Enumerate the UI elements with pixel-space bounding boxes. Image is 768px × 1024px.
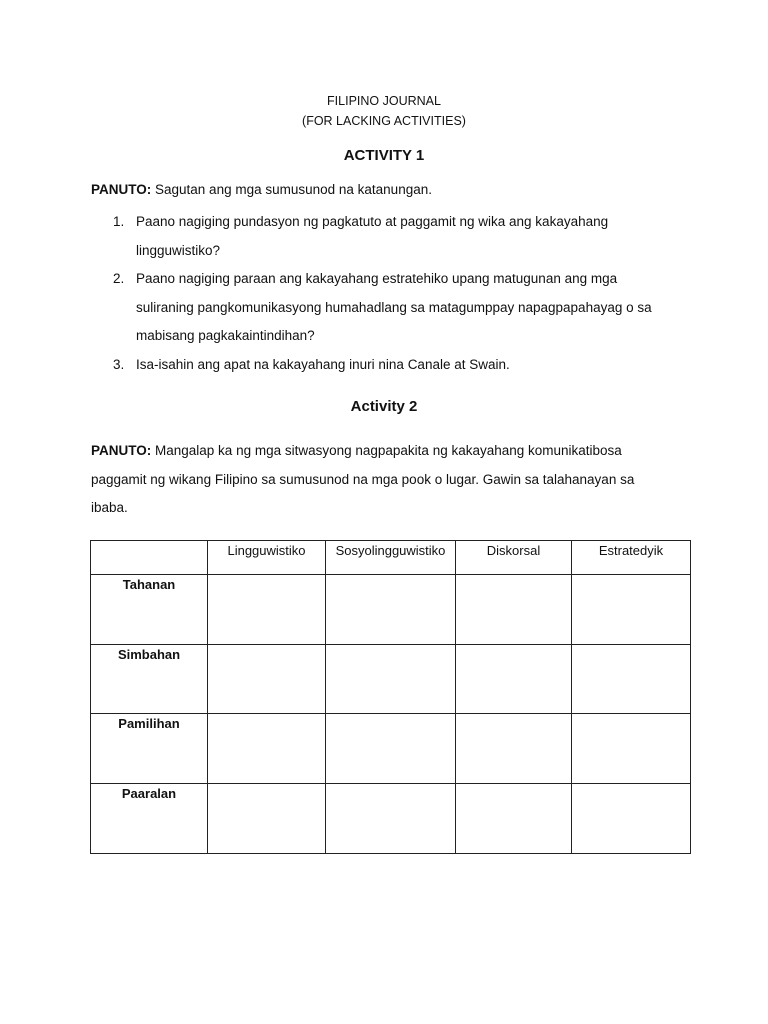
answer-cell[interactable] bbox=[326, 714, 456, 784]
question-number: 2. bbox=[113, 271, 125, 286]
answer-cell[interactable] bbox=[456, 645, 572, 714]
instruction-label: PANUTO: bbox=[91, 443, 152, 458]
question-item bbox=[91, 265, 681, 351]
instruction-label: PANUTO: bbox=[91, 182, 152, 197]
question-number: 1. bbox=[113, 214, 125, 229]
answer-cell[interactable] bbox=[572, 714, 691, 784]
row-header-tahanan: Tahanan bbox=[91, 575, 208, 645]
activity-2-heading: Activity 2 bbox=[350, 398, 418, 415]
question-number: 3. bbox=[113, 356, 125, 372]
row-header-pamilihan: Pamilihan bbox=[91, 714, 208, 784]
answer-cell[interactable] bbox=[326, 575, 456, 645]
question-item bbox=[91, 351, 681, 380]
table-corner-cell bbox=[91, 541, 208, 575]
answer-cell[interactable] bbox=[208, 645, 326, 714]
competence-table bbox=[90, 540, 691, 854]
answer-cell[interactable] bbox=[326, 784, 456, 854]
table-row bbox=[91, 575, 691, 645]
table-header-row bbox=[91, 541, 691, 575]
question-line: Paano nagiging paraan ang kakayahang estratehiko upang matugunan ang mga bbox=[136, 271, 618, 286]
answer-cell[interactable] bbox=[456, 784, 572, 854]
instruction-line: ibaba. bbox=[91, 500, 128, 515]
document-subtitle: (FOR LACKING ACTIVITIES) bbox=[302, 114, 466, 128]
question-line: lingguwistiko? bbox=[136, 242, 221, 258]
answer-cell[interactable] bbox=[208, 714, 326, 784]
column-header-estratedyik: Estratedyik bbox=[572, 541, 691, 575]
activity-1-heading: ACTIVITY 1 bbox=[343, 147, 425, 164]
column-header-sosyolingguwistiko: Sosyolingguwistiko bbox=[326, 541, 456, 575]
column-header-lingguwistiko: Lingguwistiko bbox=[208, 541, 326, 575]
answer-cell[interactable] bbox=[572, 784, 691, 854]
answer-cell[interactable] bbox=[208, 784, 326, 854]
answer-cell[interactable] bbox=[572, 645, 691, 714]
activity-2-instruction bbox=[91, 437, 681, 523]
question-line: Paano nagiging pundasyon ng pagkatuto at paggamit ng wika ang kakayahang bbox=[136, 214, 609, 229]
row-header-simbahan: Simbahan bbox=[91, 645, 208, 714]
answer-cell[interactable] bbox=[208, 575, 326, 645]
question-list bbox=[91, 208, 681, 379]
question-line: suliraning pangkomunikasyong humahadlang sa matagumppay napagpapahayag o sa bbox=[136, 299, 652, 315]
table-row bbox=[91, 784, 691, 854]
answer-cell[interactable] bbox=[456, 714, 572, 784]
row-header-paaralan: Paaralan bbox=[91, 784, 208, 854]
instruction-text: Sagutan ang mga sumusunod na katanungan. bbox=[155, 182, 432, 197]
question-line: mabisang pagkakaintindihan? bbox=[136, 328, 315, 343]
instruction-line bbox=[91, 437, 681, 466]
instruction-text: Mangalap ka ng mga sitwasyong nagpapakita ng kakayahang komunikatibosa bbox=[155, 443, 622, 458]
answer-cell[interactable] bbox=[456, 575, 572, 645]
question-line: Isa-isahin ang apat na kakayahang inuri nina Canale at Swain. bbox=[136, 356, 510, 372]
answer-cell[interactable] bbox=[326, 645, 456, 714]
document-title: FILIPINO JOURNAL bbox=[327, 94, 441, 108]
instruction-line: paggamit ng wikang Filipino sa sumusunod na mga pook o lugar. Gawin sa talahanayan sa bbox=[91, 471, 635, 487]
answer-cell[interactable] bbox=[572, 575, 691, 645]
table-row bbox=[91, 714, 691, 784]
column-header-diskorsal: Diskorsal bbox=[456, 541, 572, 575]
table-row bbox=[91, 645, 691, 714]
activity-1-instruction bbox=[91, 176, 681, 205]
question-item bbox=[91, 208, 681, 265]
